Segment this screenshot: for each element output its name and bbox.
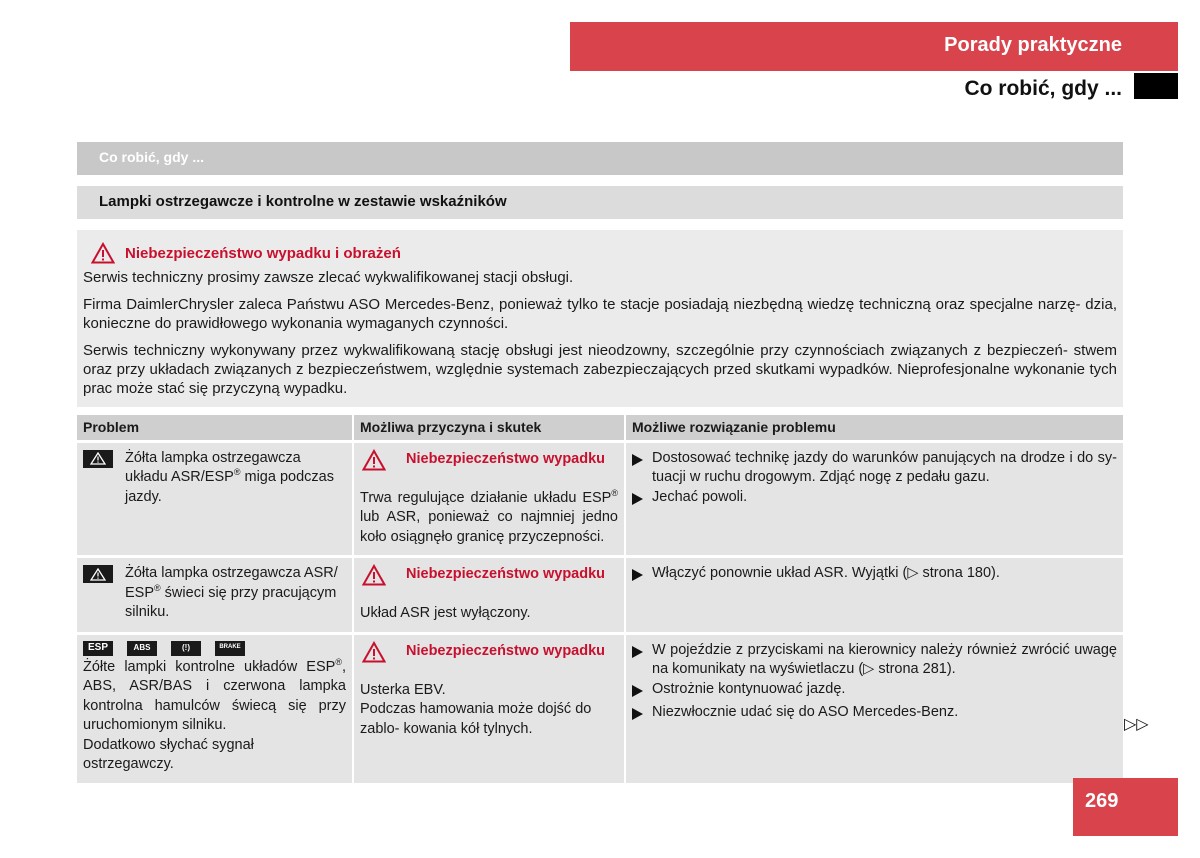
danger-label: Niebezpieczeństwo wypadku — [360, 449, 618, 471]
danger-label: Niebezpieczeństwo wypadku — [360, 564, 618, 586]
warning-triangle-icon — [91, 242, 115, 264]
warning-heading — [91, 242, 1117, 264]
chapter-bar: Co robić, gdy ... — [77, 142, 1123, 175]
page-subtitle: Co robić, gdy ... — [964, 77, 1122, 100]
problem-cell — [77, 441, 353, 557]
problem-text: Żółte lampki kontrolne układów ESP®, ABS, ASR/BAS i czerwona lampka kontrolna hamulców świecą się przy uruchomionym silniku. — [83, 656, 346, 733]
problem-text: Żółta lampka ostrzegawcza ASR/ ESP® świeci się przy pracującym silniku. — [125, 565, 338, 620]
chapter-marker — [1134, 73, 1178, 99]
section-bar: Lampki ostrzegawcze i kontrolne w zestawie wskaźników — [77, 186, 1123, 219]
warning-box — [77, 230, 1123, 407]
section-header-band — [570, 22, 1178, 71]
solution-item: Jechać powoli. — [632, 488, 1117, 512]
solution-item: Włączyć ponownie układ ASR. Wyjątki (▷ strona 180). — [632, 564, 1117, 588]
bullet-arrow-icon — [632, 703, 652, 727]
warning-paragraph: Serwis techniczny wykonywany przez wykwalifikowaną stację obsługi jest nieodzowny, szczególnie przy czynnościach związanych z bezpieczeń- stwem oraz przy układach związanych z bezpieczeństwem, względnie systemach zabezpieczających przed skutkami wypadków. Nieprofesjonalne wykonanie tych prac może stać się przyczyną wypadku. — [83, 342, 1117, 397]
indicator-icons — [83, 641, 346, 656]
warning-triangle-icon — [362, 641, 386, 663]
cause-text: Trwa regulujące działanie układu ESP® lub ASR, ponieważ co najmniej jedno koło osiągnęło granicę przyczepności. — [360, 487, 618, 545]
problem-cell — [77, 557, 353, 634]
cause-cell — [353, 441, 625, 557]
table-header-row — [77, 415, 1123, 441]
cause-text: Podczas hamowania może dojść do zablo- kowania kół tylnych. — [360, 701, 592, 737]
continued-marker: ▷▷ — [1124, 716, 1149, 733]
problem-text: Żółta lampka ostrzegawcza układu ASR/ESP® miga podczas jazdy. — [125, 449, 334, 505]
esp-lamp-icon: ESP — [83, 641, 113, 656]
warning-triangle-icon — [362, 449, 386, 471]
warning-paragraph: Serwis techniczny prosimy zawsze zlecać wykwalifikowanej stacji obsługi. — [83, 269, 574, 286]
solution-cell — [625, 633, 1123, 783]
warning-lamp-icon — [83, 450, 113, 468]
cause-text: Układ ASR jest wyłączony. — [360, 605, 531, 621]
cause-cell — [353, 557, 625, 634]
solution-item: W pojeździe z przyciskami na kierownicy należy również zwrócić uwagę na komunikaty na wyświetlaczu (▷ strona 281). — [632, 641, 1117, 680]
warning-triangle-icon — [362, 564, 386, 586]
problem-note: Dodatkowo słychać sygnał ostrzegawczy. — [83, 736, 254, 772]
warning-lamp-icon — [83, 565, 113, 583]
column-header-problem: Problem — [77, 415, 353, 441]
brake-lamp-icon: BRAKE — [215, 641, 245, 656]
warning-heading-text: Niebezpieczeństwo wypadku i obrażeń — [125, 244, 401, 262]
bullet-arrow-icon — [632, 564, 652, 588]
column-header-cause: Możliwa przyczyna i skutek — [353, 415, 625, 441]
danger-label: Niebezpieczeństwo wypadku — [360, 641, 618, 663]
table-row — [77, 557, 1123, 634]
abs-lamp-icon: ABS — [127, 641, 157, 656]
problem-cell — [77, 633, 353, 783]
solution-item: Dostosować technikę jazdy do warunków panujących na drodze i do sy- tuacji w ruchu drogowym. Zdjąć nogę z pedału gazu. — [632, 449, 1117, 488]
bullet-arrow-icon — [632, 488, 652, 512]
column-header-solution: Możliwe rozwiązanie problemu — [625, 415, 1123, 441]
troubleshooting-table — [77, 415, 1123, 783]
solution-cell — [625, 441, 1123, 557]
table-row — [77, 441, 1123, 557]
brake-warning-lamp-icon: (!) — [171, 641, 201, 656]
solution-cell — [625, 557, 1123, 634]
bullet-arrow-icon — [632, 449, 652, 488]
cause-cell — [353, 633, 625, 783]
bullet-arrow-icon — [632, 680, 652, 704]
cause-text: Usterka EBV. — [360, 681, 446, 698]
solution-item: Niezwłocznie udać się do ASO Mercedes-Benz. — [632, 703, 1117, 727]
table-row — [77, 633, 1123, 783]
solution-item: Ostrożnie kontynuować jazdę. — [632, 680, 1117, 704]
warning-paragraph: Firma DaimlerChrysler zaleca Państwu ASO Mercedes-Benz, ponieważ tylko te stacje posiadają niezbędną wiedzę techniczną oraz specjalne narzę- dzia, konieczne do prawidłowego wykonania wymaganych czynności. — [83, 296, 1117, 332]
bullet-arrow-icon — [632, 641, 652, 680]
section-title: Porady praktyczne — [944, 34, 1122, 56]
page-number: 269 — [1073, 778, 1178, 836]
